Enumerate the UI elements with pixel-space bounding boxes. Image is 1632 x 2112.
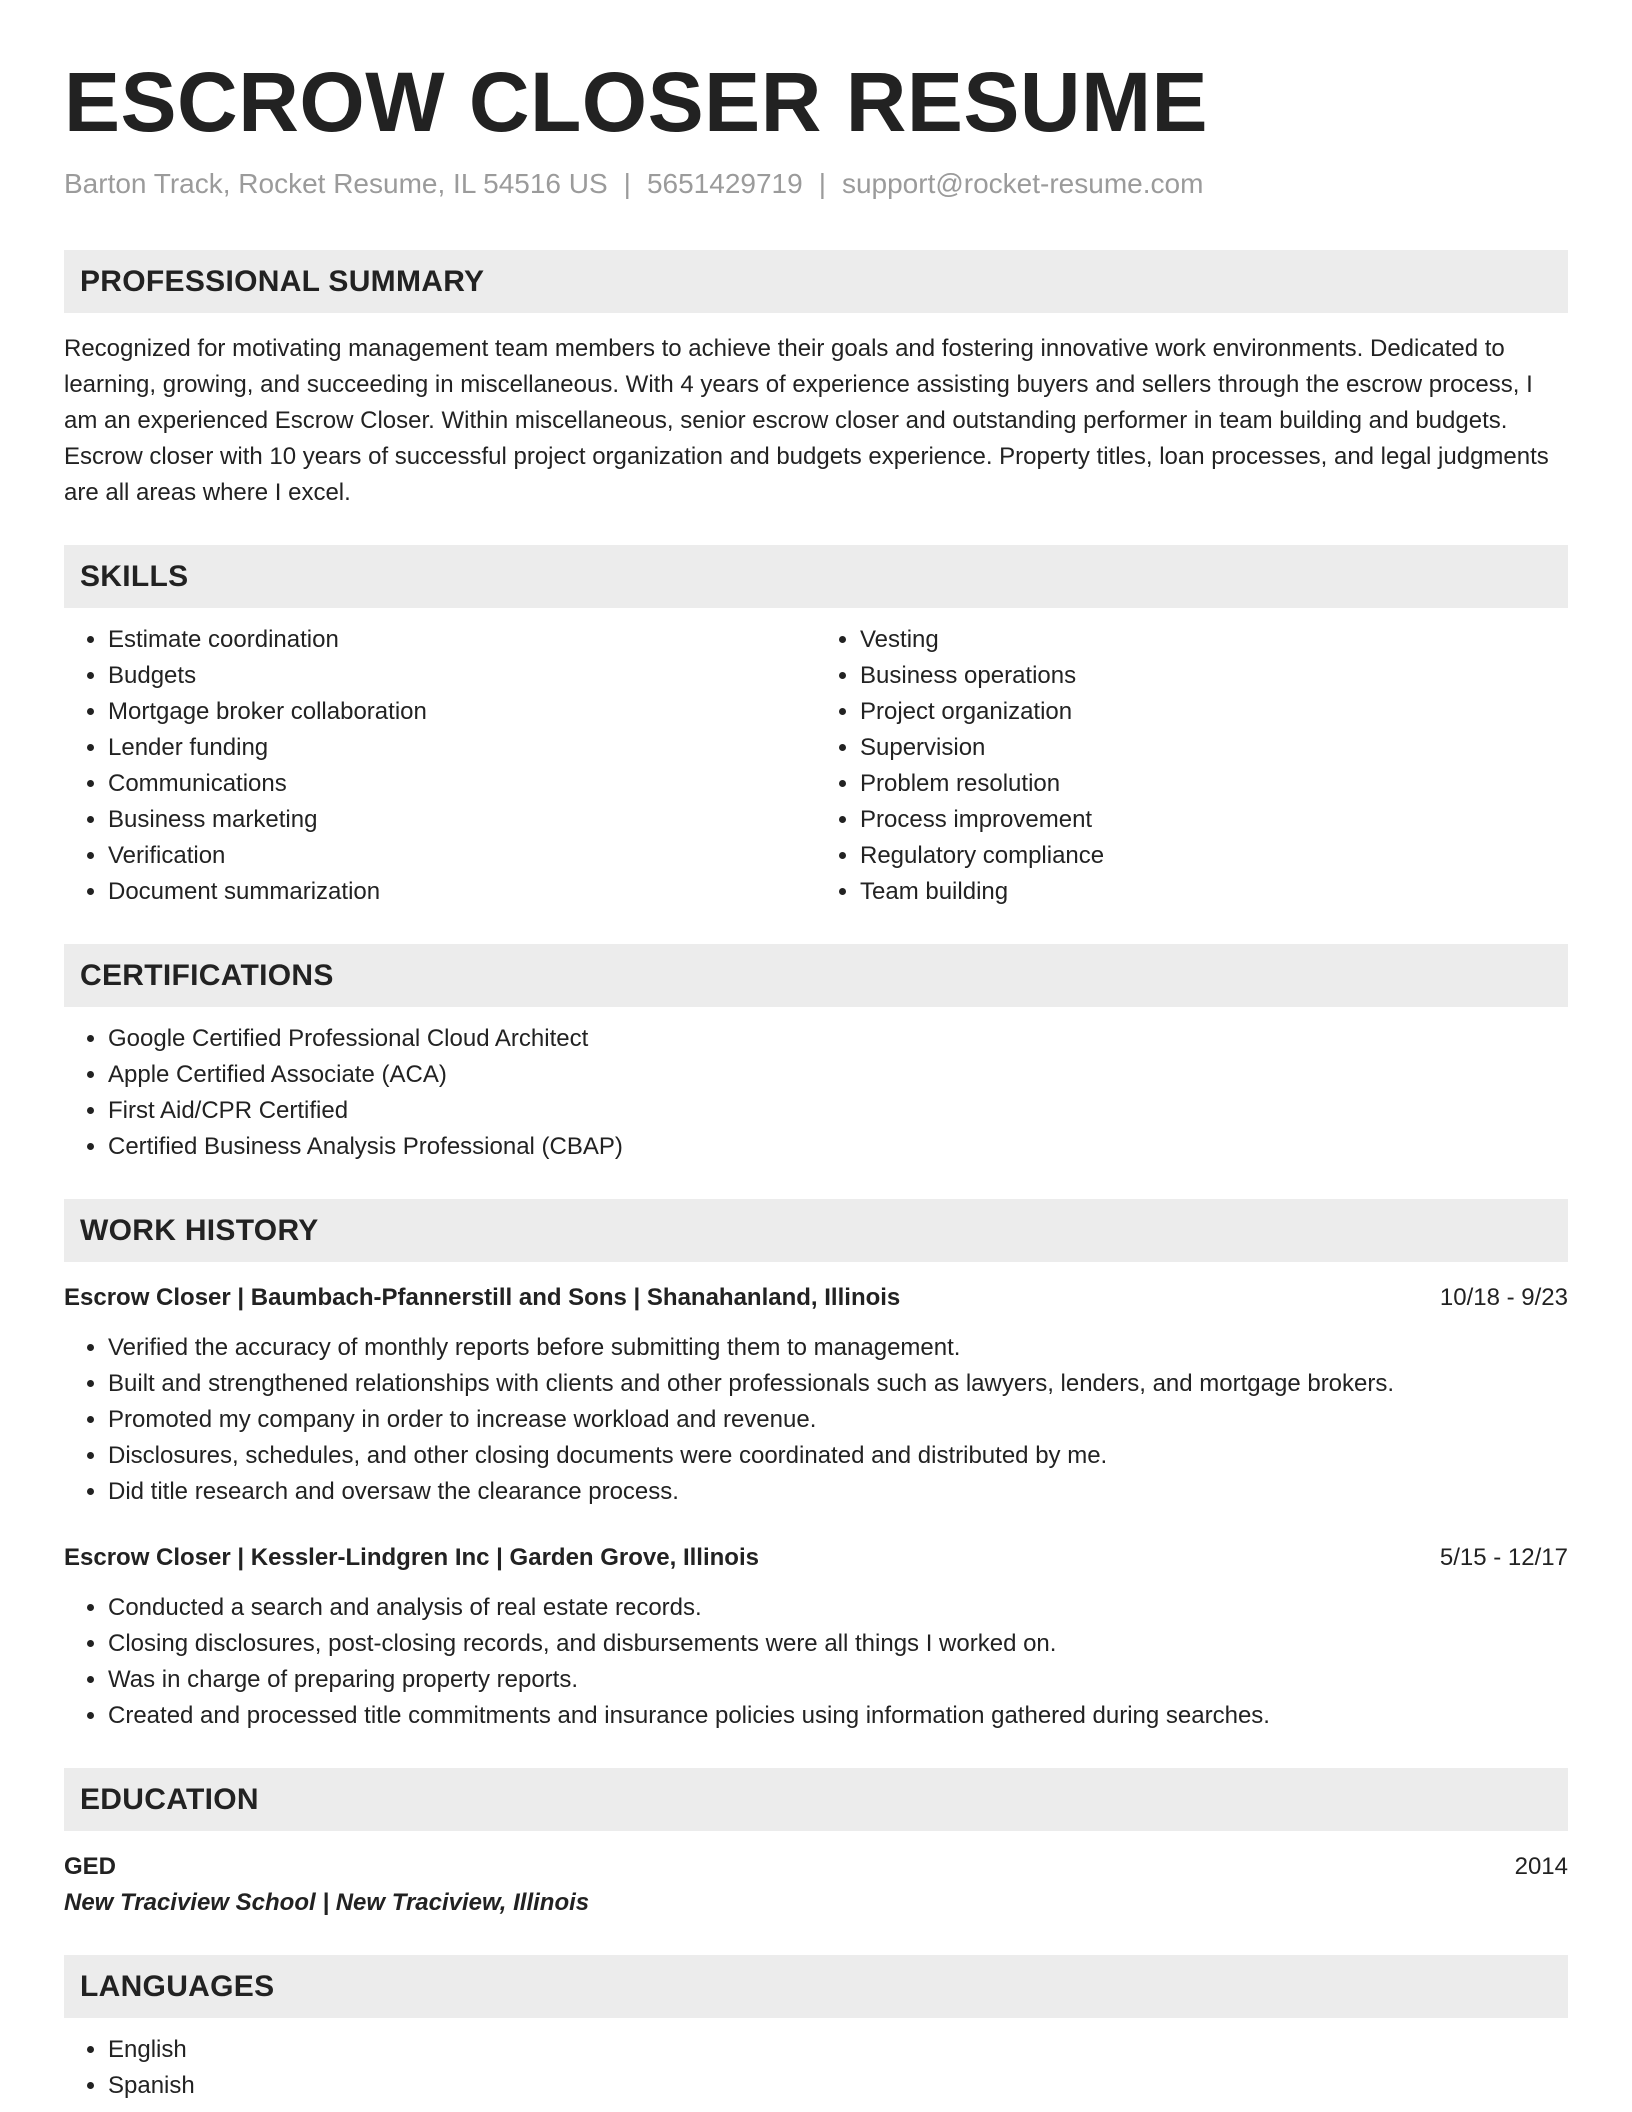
skill-item: • Mortgage broker collaboration [108, 694, 816, 730]
job-dates: 10/18 - 9/23 [1439, 1284, 1568, 1312]
job-bullets [64, 1330, 1568, 1510]
certification-item: • Certified Business Analysis Professional (CBAP) [108, 1129, 1568, 1165]
section-header-languages: LANGUAGES [64, 1955, 1568, 2018]
certification-item: • Apple Certified Associate (ACA) [108, 1057, 1568, 1093]
job-bullet: • Promoted my company in order to increase workload and revenue. [108, 1402, 1568, 1438]
job-title: Escrow Closer | Baumbach-Pfannerstill and Sons | Shanahanland, Illinois [64, 1284, 901, 1312]
job-bullet: • Closing disclosures, post-closing records, and disbursements were all things I worked on. [108, 1626, 1568, 1662]
contact-separator: | [623, 168, 631, 200]
job-bullets [64, 1590, 1568, 1734]
job-title: Escrow Closer | Kessler-Lindgren Inc | Garden Grove, Illinois [64, 1544, 759, 1572]
skill-item: • Project organization [860, 694, 1568, 730]
skill-item: • Supervision [860, 730, 1568, 766]
contact-address: Barton Track, Rocket Resume, IL 54516 US [64, 168, 608, 200]
skill-item: • Business marketing [108, 802, 816, 838]
contact-email: support@rocket-resume.com [841, 168, 1204, 200]
skill-item: • Vesting [860, 622, 1568, 658]
skill-item: • Budgets [108, 658, 816, 694]
skill-item: • Verification [108, 838, 816, 874]
education-school: New Traciview School | New Traciview, Illinois [64, 1889, 590, 1917]
job-bullet: • Disclosures, schedules, and other closing documents were coordinated and distributed by me. [108, 1438, 1568, 1474]
job-bullet: • Conducted a search and analysis of real estate records. [108, 1590, 1568, 1626]
education-header [64, 1849, 1568, 1885]
certification-item: • Google Certified Professional Cloud Architect [108, 1021, 1568, 1057]
skill-item: • Communications [108, 766, 816, 802]
summary-text: Recognized for motivating management team members to achieve their goals and fostering innovative work environments. Dedicated to learning, growing, and succeeding in miscellaneous. With 4 years of experience assisting buyers and sellers through the escrow process, I am an experienced Escrow Closer. Within miscellaneous, senior escrow closer and outstanding performer in team building and budgets. Escrow closer with 10 years of successful project organization and budgets experience. Property titles, loan processes, and legal judgments are all areas where I excel. [64, 335, 1549, 507]
skills-right-list [816, 622, 1568, 910]
job-bullet: • Verified the accuracy of monthly reports before submitting them to management. [108, 1330, 1568, 1366]
skill-item: • Document summarization [108, 874, 816, 910]
job-header [64, 1280, 1568, 1316]
job-header [64, 1540, 1568, 1576]
skills-left-list [64, 622, 816, 910]
skills-grid [64, 622, 1568, 910]
education-degree: GED [64, 1853, 117, 1881]
section-header-summary: PROFESSIONAL SUMMARY [64, 250, 1568, 313]
skill-item: • Regulatory compliance [860, 838, 1568, 874]
section-header-education: EDUCATION [64, 1768, 1568, 1831]
skill-item: • Problem resolution [860, 766, 1568, 802]
skill-item: • Lender funding [108, 730, 816, 766]
certifications-list [64, 1021, 1568, 1165]
contact-phone: 5651429719 [646, 168, 803, 200]
section-header-certifications: CERTIFICATIONS [64, 944, 1568, 1007]
job-bullet: • Was in charge of preparing property reports. [108, 1662, 1568, 1698]
languages-list [64, 2032, 1568, 2104]
skill-item: • Team building [860, 874, 1568, 910]
education-year: 2014 [1514, 1853, 1568, 1881]
job-entry [64, 1280, 1568, 1510]
skill-item: • Business operations [860, 658, 1568, 694]
job-dates: 5/15 - 12/17 [1439, 1544, 1568, 1572]
job-bullet: • Built and strengthened relationships with clients and other professionals such as lawyers, lenders, and mortgage brokers. [108, 1366, 1568, 1402]
contact-separator: | [818, 168, 826, 200]
resume-title: ESCROW CLOSER RESUME [64, 55, 1209, 149]
job-bullet: • Created and processed title commitments and insurance policies using information gathered during searches. [108, 1698, 1568, 1734]
job-entry [64, 1540, 1568, 1734]
language-item: • Spanish [108, 2068, 1568, 2104]
certification-item: • First Aid/CPR Certified [108, 1093, 1568, 1129]
job-bullet: • Did title research and oversaw the clearance process. [108, 1474, 1568, 1510]
language-item: • English [108, 2032, 1568, 2068]
section-header-skills: SKILLS [64, 545, 1568, 608]
skill-item: • Process improvement [860, 802, 1568, 838]
section-header-work-history: WORK HISTORY [64, 1199, 1568, 1262]
contact-line [64, 168, 1568, 200]
skill-item: • Estimate coordination [108, 622, 816, 658]
